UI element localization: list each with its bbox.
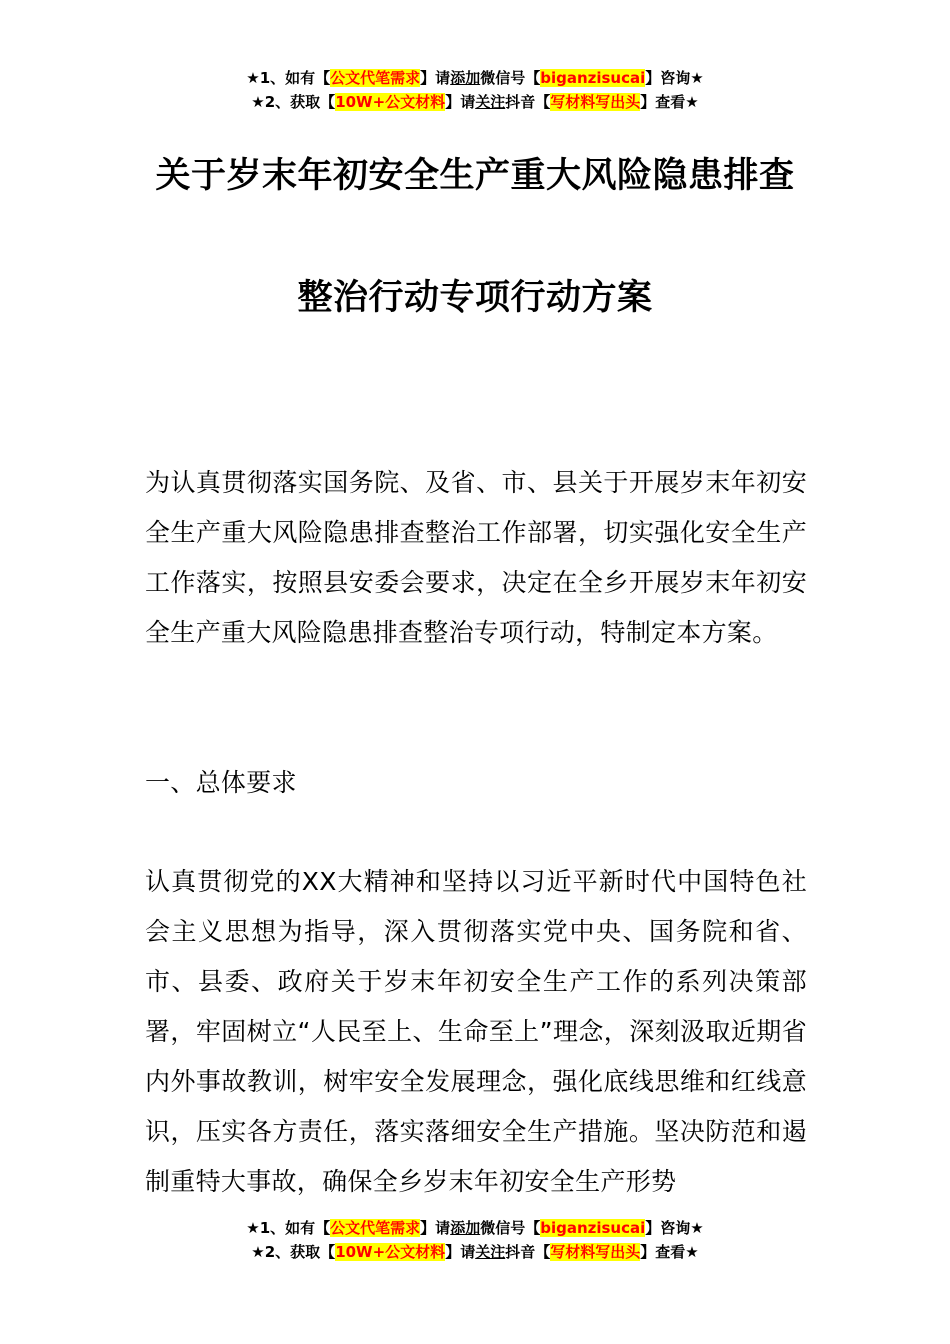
- banner-highlight: 10W+公文材料: [335, 93, 446, 111]
- banner-line-1: ★1、如有【公文代笔需求】请添加微信号【biganzisucai】咨询★: [246, 1219, 704, 1237]
- banner-highlight: biganzisucai: [540, 1219, 646, 1237]
- section-heading: 一、总体要求: [145, 768, 297, 797]
- banner-highlight: 写材料写出头: [550, 93, 641, 111]
- section-paragraph: 认真贯彻党的XX大精神和坚持以习近平新时代中国特色社会主义思想为指导，深入贯彻落实党中央、国务院和省、市、县委、政府关于岁末年初安全生产工作的系列决策部署，牢固树立“人民至上、生命至上”理念，深刻汲取近期省内外事故教训，树牢安全发展理念，强化底线思维和红线意识，压实各方责任，落实落细安全生产措施。坚决防范和遏制重特大事故，确保全乡岁末年初安全生产形势: [145, 867, 807, 1196]
- document-title-line-2: 整治行动专项行动方案: [297, 278, 653, 318]
- intro-paragraph: 为认真贯彻落实国务院、及省、市、县关于开展岁末年初安全生产重大风险隐患排查整治工作部署，切实强化安全生产工作落实，按照县安委会要求，决定在全乡开展岁末年初安全生产重大风险隐患排查整治专项行动，特制定本方案。: [145, 468, 807, 647]
- banner-highlight: 公文代笔需求: [330, 69, 421, 87]
- banner-highlight: 公文代笔需求: [330, 1219, 421, 1237]
- banner-highlight: 写材料写出头: [550, 1243, 641, 1261]
- banner-highlight: 10W+公文材料: [335, 1243, 446, 1261]
- banner-line-1: ★1、如有【公文代笔需求】请添加微信号【biganzisucai】咨询★: [246, 69, 704, 87]
- banner-line-2: ★2、获取【10W+公文材料】请关注抖音【写材料写出头】查看★: [251, 93, 699, 111]
- footer-banner: [0, 1216, 950, 1264]
- document-title-line-1: 关于岁末年初安全生产重大风险隐患排查: [155, 156, 795, 196]
- banner-line-2: ★2、获取【10W+公文材料】请关注抖音【写材料写出头】查看★: [251, 1243, 699, 1261]
- header-banner: [0, 66, 950, 114]
- banner-highlight: biganzisucai: [540, 69, 646, 87]
